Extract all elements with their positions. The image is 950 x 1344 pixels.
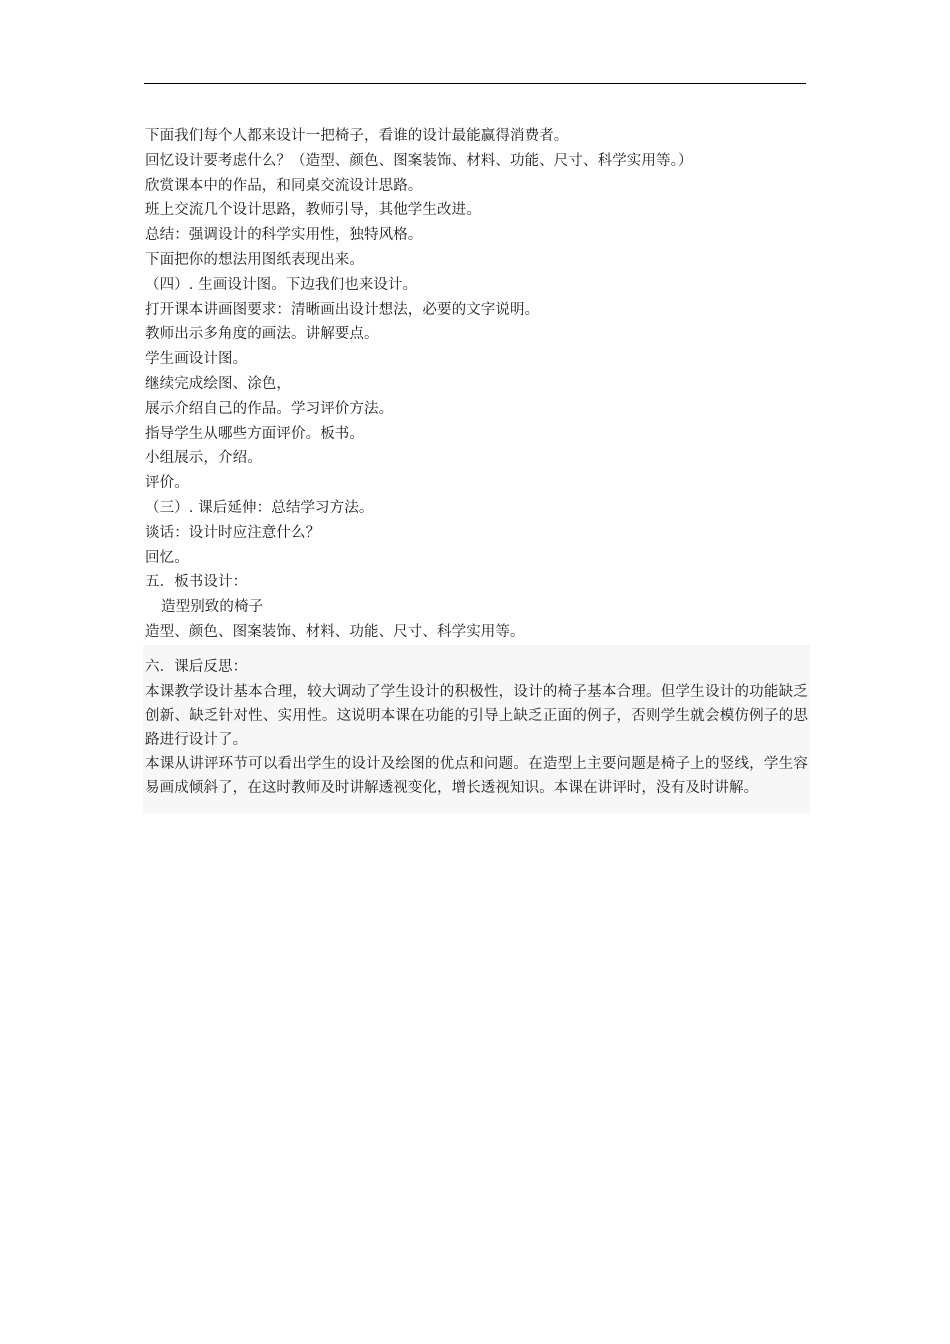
text-line: 展示介绍自己的作品。学习评价方法。 [145,400,394,417]
text-line: 学生画设计图。 [145,351,248,368]
text-line: 指导学生从哪些方面评价。板书。 [145,425,364,442]
reflection-section [143,645,810,814]
text-line: 谈话：设计时应注意什么？ [145,524,321,541]
text-line: 回忆设计要考虑什么？（造型、颜色、图案装饰、材料、功能、尺寸、科学实用等。） [145,152,693,169]
document-body [145,124,810,814]
reflection-paragraph: 本课教学设计基本合理，较大调动了学生设计的积极性，设计的椅子基本合理。但学生设计的功能缺乏创新、缺乏针对性、实用性。这说明本课在功能的引导上缺乏正面的例子，否则学生就会模仿例子的思路进行设计了。 [145,683,808,748]
text-line: 下面我们每个人都来设计一把椅子，看谁的设计最能赢得消费者。 [145,128,569,144]
section-heading: （四）. 生画设计图。下边我们也来设计。 [145,276,418,293]
text-line: 班上交流几个设计思路，教师引导，其他学生改进。 [145,202,481,219]
text-line: 欣赏课本中的作品，和同桌交流设计思路。 [145,177,423,194]
text-line: 小组展示，介绍。 [145,450,262,467]
section-heading: 六．课后反思： [145,658,248,675]
board-title: 造型别致的椅子 [161,599,264,616]
text-line: 造型、颜色、图案装饰、材料、功能、尺寸、科学实用等。 [145,623,525,640]
text-line: 打开课本讲画图要求：清晰画出设计想法，必要的文字说明。 [145,301,540,318]
text-line: 评价。 [145,475,189,492]
text-line: 总结：强调设计的科学实用性，独特风格。 [145,227,423,244]
reflection-paragraph: 本课从讲评环节可以看出学生的设计及绘图的优点和问题。在造型上主要问题是椅子上的竖线，学生容易画成倾斜了，在这时教师及时讲解透视变化，增长透视知识。本课在讲评时，没有及时讲解。 [145,755,808,796]
section-heading: （三）. 课后延伸：总结学习方法。 [145,499,374,516]
text-line: 回忆。 [145,549,189,566]
text-line: 下面把你的想法用图纸表现出来。 [145,251,364,268]
text-line: 教师出示多角度的画法。讲解要点。 [145,326,379,343]
header-rule [144,83,806,84]
section-heading: 五．板书设计： [145,574,248,591]
text-line: 继续完成绘图、涂色， [145,375,291,392]
